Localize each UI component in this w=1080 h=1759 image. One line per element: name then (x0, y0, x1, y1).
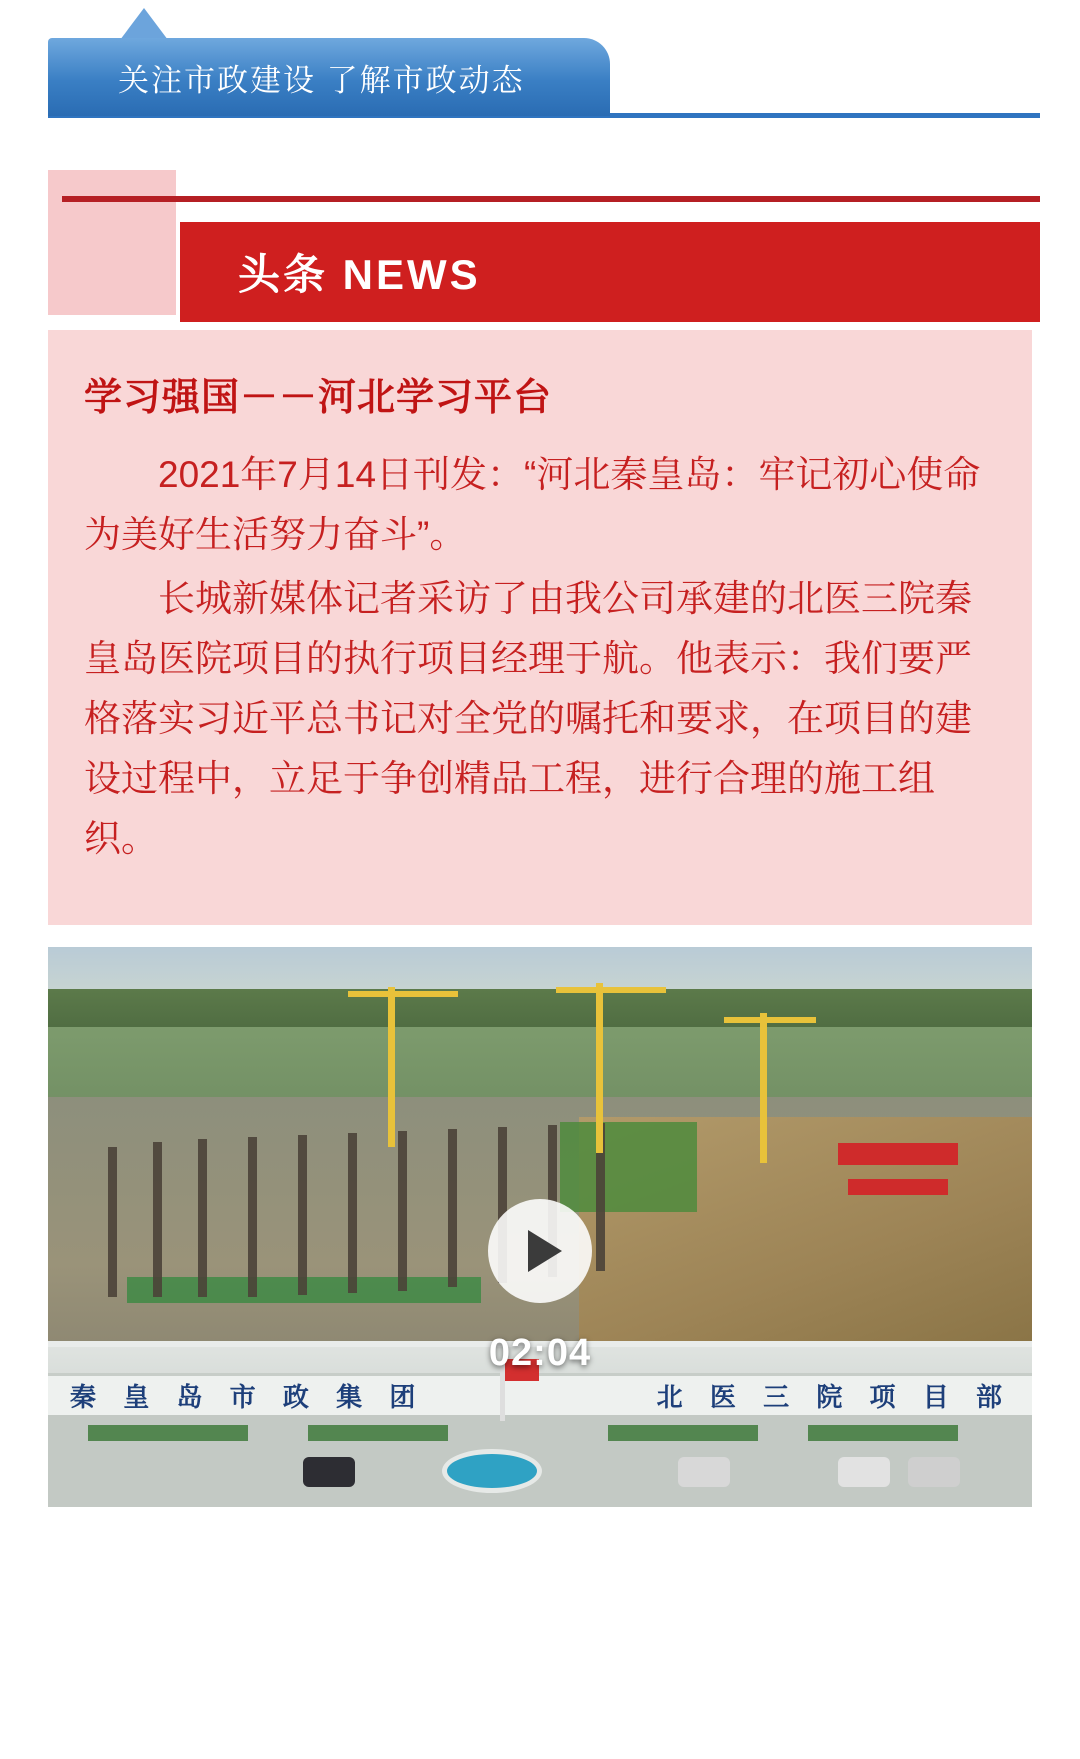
video-scene-fountain (442, 1449, 542, 1493)
video-scene-green-netting (560, 1122, 698, 1212)
video-scene-hedge (308, 1425, 448, 1441)
video-scene-crane-arm (724, 1017, 816, 1023)
headline-top-rule (62, 196, 1040, 202)
banner-tab-label: 关注市政建设 了解市政动态 (118, 62, 525, 98)
headline-section (0, 170, 1080, 330)
video-scene-crane (596, 983, 603, 1153)
article-title: 学习强国－－河北学习平台 (84, 377, 553, 419)
video-scene-column (248, 1137, 257, 1297)
video-scene-car (838, 1457, 890, 1487)
video-duration-label: 02:04 (488, 1331, 592, 1374)
video-scene-sign-left: 秦 皇 岛 市 政 集 团 (70, 1381, 426, 1412)
headline-bar (180, 222, 1040, 322)
video-scene-crane-arm (556, 987, 666, 993)
video-scene-column (198, 1139, 207, 1297)
video-scene-hedge (88, 1425, 248, 1441)
video-scene-column (298, 1135, 307, 1295)
video-scene-sign-right: 北 医 三 院 项 目 部 (656, 1381, 1012, 1412)
video-scene-column (398, 1131, 407, 1291)
video-scene-car (678, 1457, 730, 1487)
video-scene-crane-arm (348, 991, 458, 997)
article-paragraph: 长城新媒体记者采访了由我公司承建的北医三院秦皇岛医院项目的执行项目经理于航。他表示：我们要严格落实习近平总书记对全党的嘱托和要求，在项目的建设过程中，立足于争创精品工程，进行合理的施工组织。 (84, 578, 972, 860)
article-paragraph: 2021年7月14日刊发：“河北秦皇岛：牢记初心使命 为美好生活努力奋斗”。 (84, 454, 981, 556)
video-scene-column (108, 1147, 117, 1297)
video-scene-banner (848, 1179, 948, 1195)
banner-arrow-icon (120, 8, 168, 40)
video-scene-hedge (808, 1425, 958, 1441)
video-scene-car (303, 1457, 355, 1487)
video-scene-banner (838, 1143, 958, 1165)
video-scene-crane (388, 987, 395, 1147)
article-body (48, 330, 1032, 925)
video-player[interactable] (48, 947, 1032, 1507)
video-scene-column (448, 1129, 457, 1287)
play-icon (528, 1230, 562, 1272)
video-scene-hedge (608, 1425, 758, 1441)
banner-tab (48, 38, 610, 116)
headline-accent-block (48, 170, 176, 315)
top-banner (0, 0, 1080, 128)
video-scene-car (908, 1457, 960, 1487)
play-button[interactable] (488, 1199, 592, 1303)
video-scene-column (348, 1133, 357, 1293)
headline-title: 头条 NEWS (238, 251, 481, 298)
video-scene-crane (760, 1013, 767, 1163)
video-scene-column (153, 1142, 162, 1297)
